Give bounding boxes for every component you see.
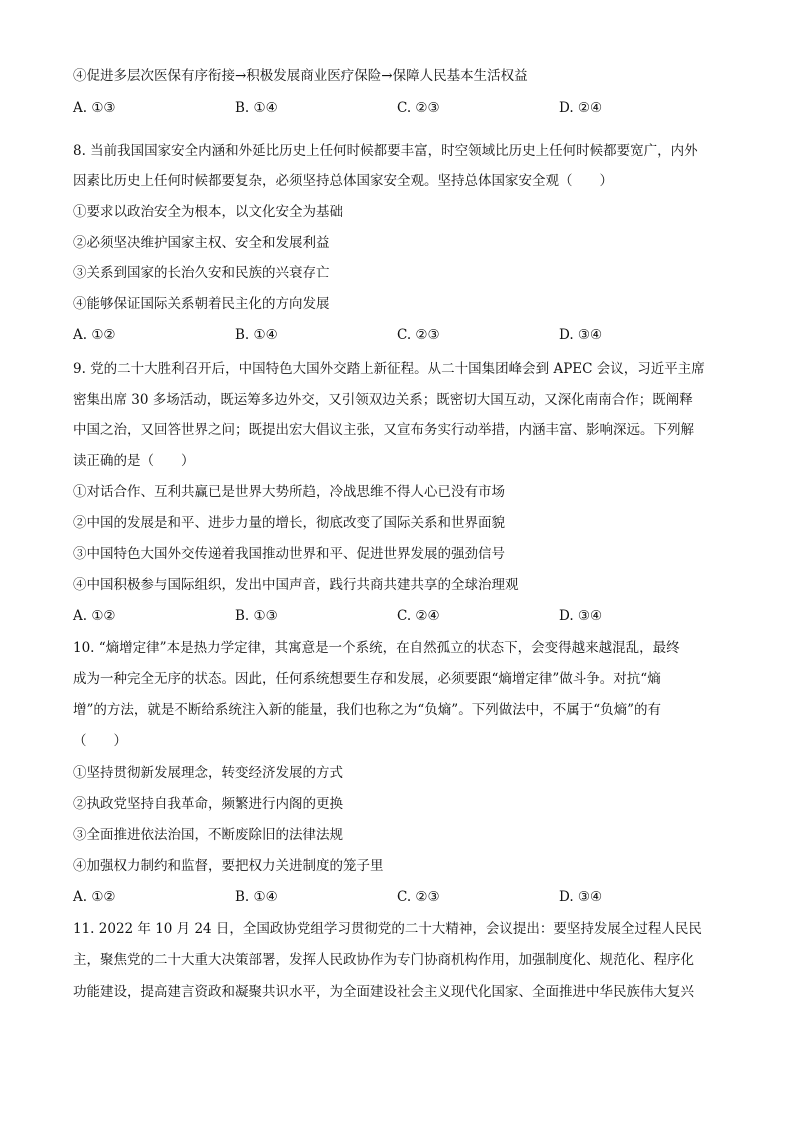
q9-option-b: B. ①③ <box>235 608 278 624</box>
q7-option-c: C. ②③ <box>397 100 440 116</box>
q10-stem-line: 成为一种完全无序的状态。因此，任何系统想要生存和发展，必须要跟“熵增定律”做斗争。对抗“熵 <box>73 671 661 687</box>
q9-option-a: A. ①② <box>73 608 116 624</box>
q9-stem-line: 读正确的是（ ） <box>73 453 195 469</box>
q9-option-c: C. ②④ <box>397 608 440 624</box>
q11-stem-line: 11. 2022 年 10 月 24 日，全国政协党组学习贯彻党的二十大精神，会议提出：要坚持发展全过程人民民 <box>73 921 702 937</box>
q8-option-a: A. ①② <box>73 327 116 343</box>
q10-option-b: B. ①④ <box>235 889 278 905</box>
q10-option-c: C. ②③ <box>397 889 440 905</box>
q10-option-a: A. ①② <box>73 889 116 905</box>
q7-option-d: D. ②④ <box>559 100 603 116</box>
q10-item-4: ④加强权力制约和监督，要把权力关进制度的笼子里 <box>73 858 384 874</box>
q7-item-4: ④促进多层次医保有序衔接→积极发展商业医疗保险→保障人民基本生活权益 <box>73 68 528 84</box>
q8-stem-line: 因素比历史上任何时候都要复杂，必须坚持总体国家安全观。坚持总体国家安全观（ ） <box>73 173 613 189</box>
q9-options <box>73 607 723 625</box>
q8-stem-line: 8. 当前我国国家安全内涵和外延比历史上任何时候都要丰富，时空领域比历史上任何时候都要宽广，内外 <box>73 143 698 159</box>
q7-options <box>73 99 723 117</box>
q10-options <box>73 888 723 906</box>
q9-option-d: D. ③④ <box>559 608 603 624</box>
q8-item-4: ④能够保证国际关系朝着民主化的方向发展 <box>73 296 330 312</box>
q8-item-1: ①要求以政治安全为根本，以文化安全为基础 <box>73 204 343 220</box>
q8-option-d: D. ③④ <box>559 327 603 343</box>
q9-stem-line: 密集出席 30 多场活动，既运筹多边外交，又引领双边关系；既密切大国互动，又深化南南合作；既阐释 <box>73 392 693 408</box>
q9-item-4: ④中国积极参与国际组织，发出中国声音，践行共商共建共享的全球治理观 <box>73 577 519 593</box>
q8-item-3: ③关系到国家的长治久安和民族的兴衰存亡 <box>73 265 330 281</box>
q8-option-c: C. ②③ <box>397 327 440 343</box>
q10-item-1: ①坚持贯彻新发展理念，转变经济发展的方式 <box>73 765 343 781</box>
q8-options <box>73 326 723 344</box>
q10-stem-line: 增”的方法，就是不断给系统注入新的能量，我们也称之为“负熵”。下列做法中，不属于“负熵”的有 <box>73 702 662 718</box>
q8-item-2: ②必须坚决维护国家主权、安全和发展利益 <box>73 235 330 251</box>
q10-stem-line: （ ） <box>73 733 127 749</box>
q7-option-a: A. ①③ <box>73 100 116 116</box>
q9-item-2: ②中国的发展是和平、进步力量的增长，彻底改变了国际关系和世界面貌 <box>73 515 505 531</box>
q10-stem-line: 10. “熵增定律”本是热力学定律，其寓意是一个系统，在自然孤立的状态下，会变得越来越混乱，最终 <box>73 640 680 656</box>
q9-item-1: ①对话合作、互利共赢已是世界大势所趋，冷战思维不得人心已没有市场 <box>73 484 505 500</box>
q9-item-3: ③中国特色大国外交传递着我国推动世界和平、促进世界发展的强劲信号 <box>73 546 505 562</box>
q10-item-2: ②执政党坚持自我革命，频繁进行内阁的更换 <box>73 796 343 812</box>
q9-stem-line: 中国之治，又回答世界之问；既提出宏大倡议主张，又宣布务实行动举措，内涵丰富、影响深远。下列解 <box>73 422 694 438</box>
q10-option-d: D. ③④ <box>559 889 603 905</box>
q7-option-b: B. ①④ <box>235 100 278 116</box>
q10-item-3: ③全面推进依法治国，不断废除旧的法律法规 <box>73 827 343 843</box>
q8-option-b: B. ①④ <box>235 327 278 343</box>
q11-stem-line: 主，聚焦党的二十大重大决策部署，发挥人民政协作为专门协商机构作用，加强制度化、规范化、程序化 <box>73 952 694 968</box>
q9-stem-line: 9. 党的二十大胜利召开后，中国特色大国外交踏上新征程。从二十国集团峰会到 APEC 会议，习近平主席 <box>73 361 705 377</box>
q11-stem-line: 功能建设，提高建言资政和凝聚共识水平，为全面建设社会主义现代化国家、全面推进中华民族伟大复兴 <box>73 984 694 1000</box>
